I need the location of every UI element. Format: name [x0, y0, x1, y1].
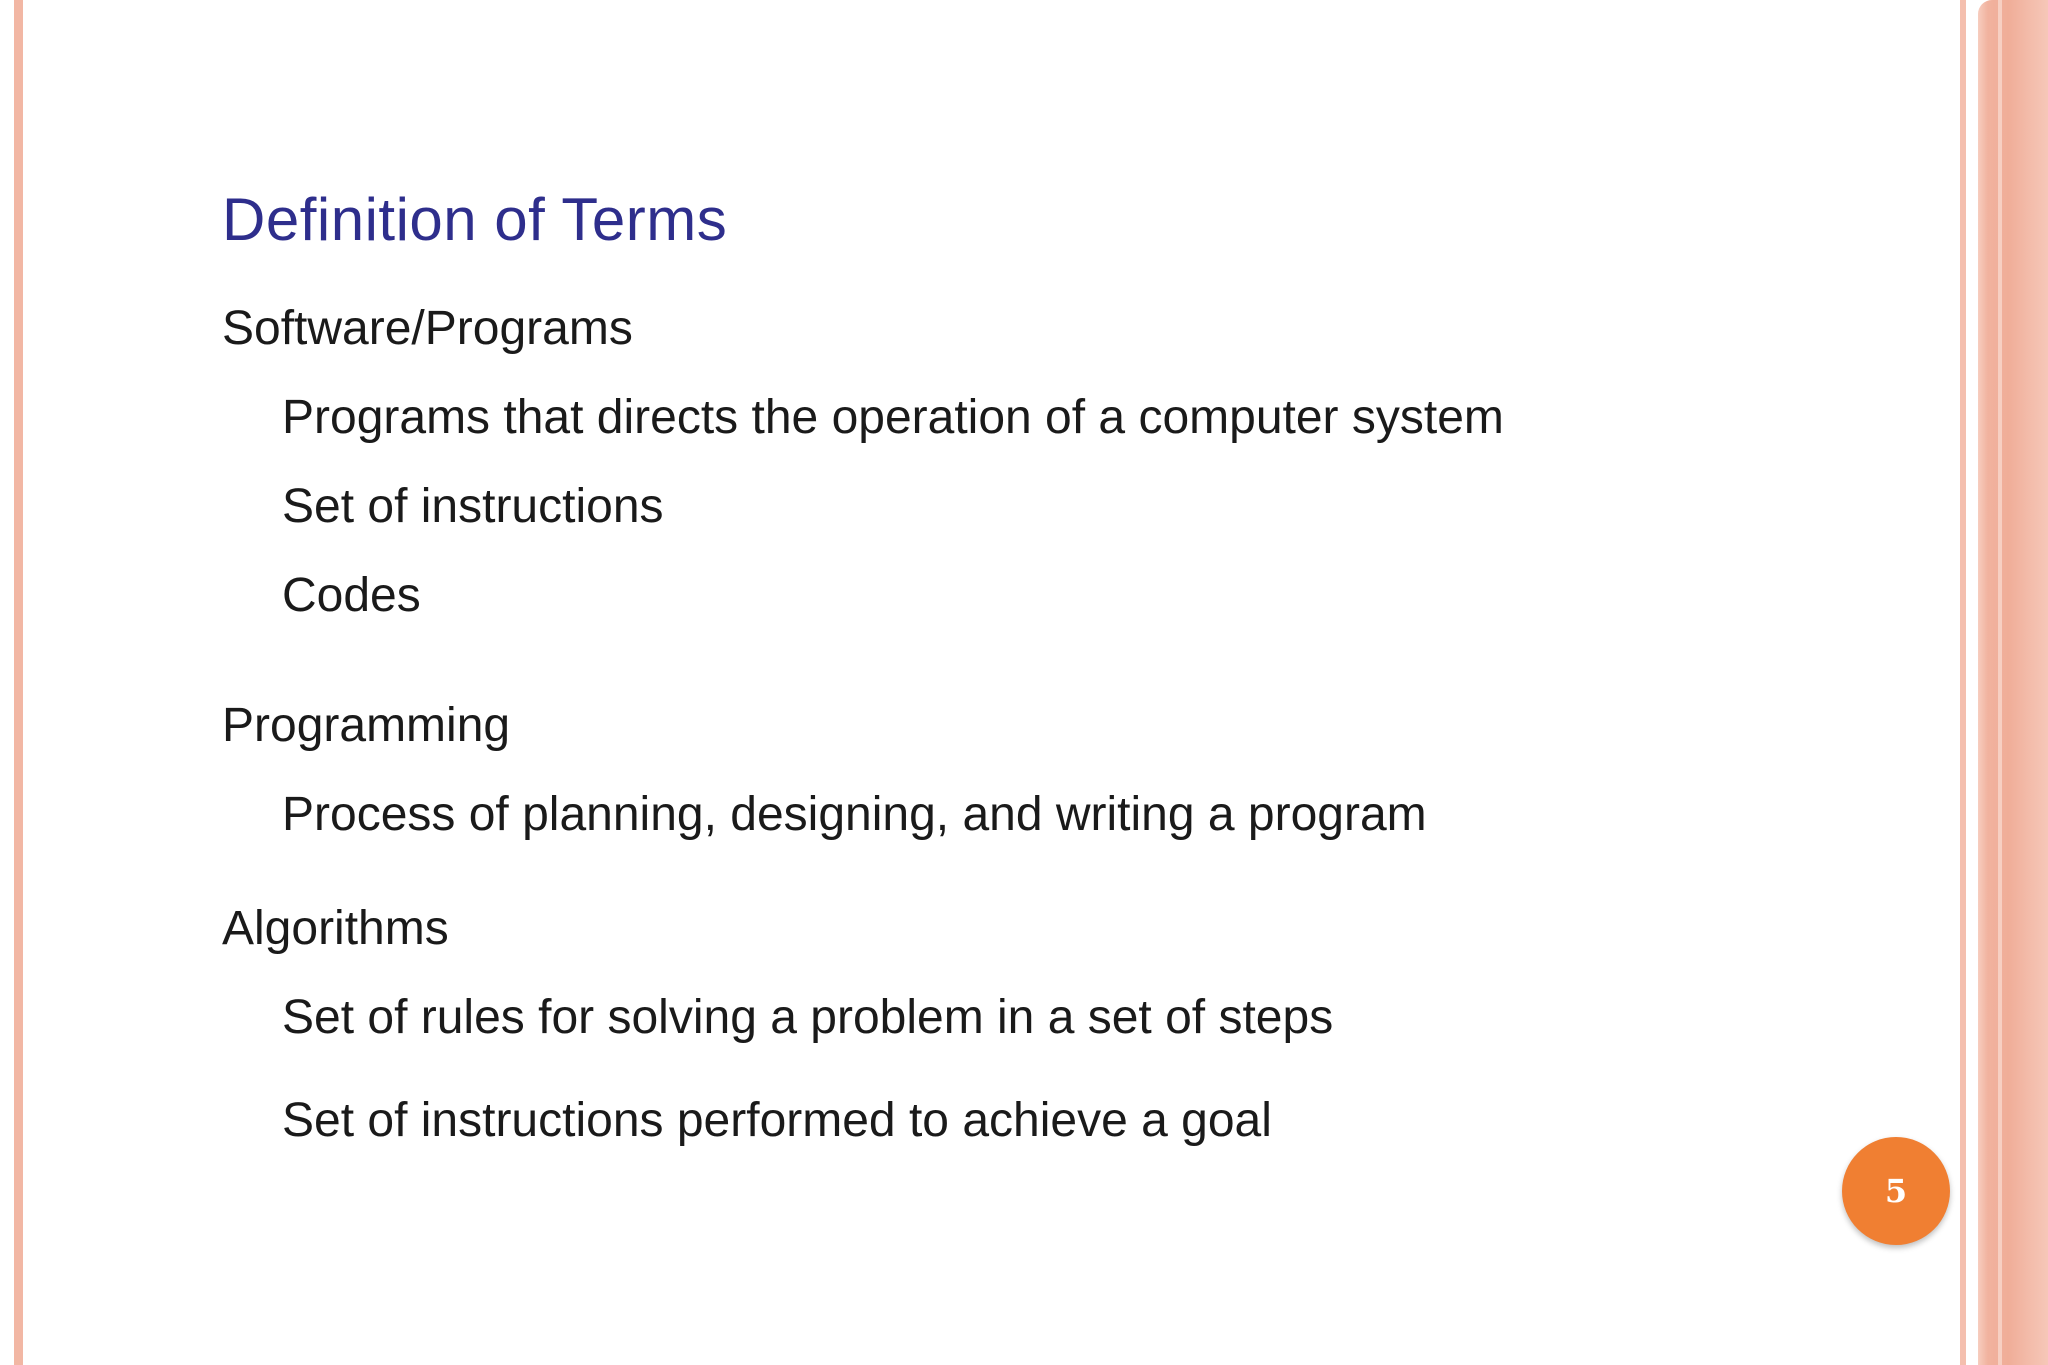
definition-item: Set of instructions performed to achieve a goal	[282, 1094, 1272, 1147]
definition-item: Set of instructions	[282, 480, 664, 533]
definition-item: Set of rules for solving a problem in a set of steps	[282, 991, 1334, 1044]
term-software-programs: Software/Programs	[222, 302, 633, 355]
definition-item: Codes	[282, 569, 421, 622]
page-number-badge: 5	[1842, 1137, 1950, 1245]
slide-title: Definition of Terms	[222, 186, 728, 253]
definition-item: Process of planning, designing, and writing a program	[282, 788, 1427, 841]
definition-item: Programs that directs the operation of a computer system	[282, 391, 1504, 444]
term-programming: Programming	[222, 699, 511, 752]
term-algorithms: Algorithms	[222, 902, 449, 955]
left-border-decoration	[14, 0, 23, 1365]
right-band-decoration	[1978, 0, 2048, 1365]
right-line-decoration	[1960, 0, 1966, 1365]
